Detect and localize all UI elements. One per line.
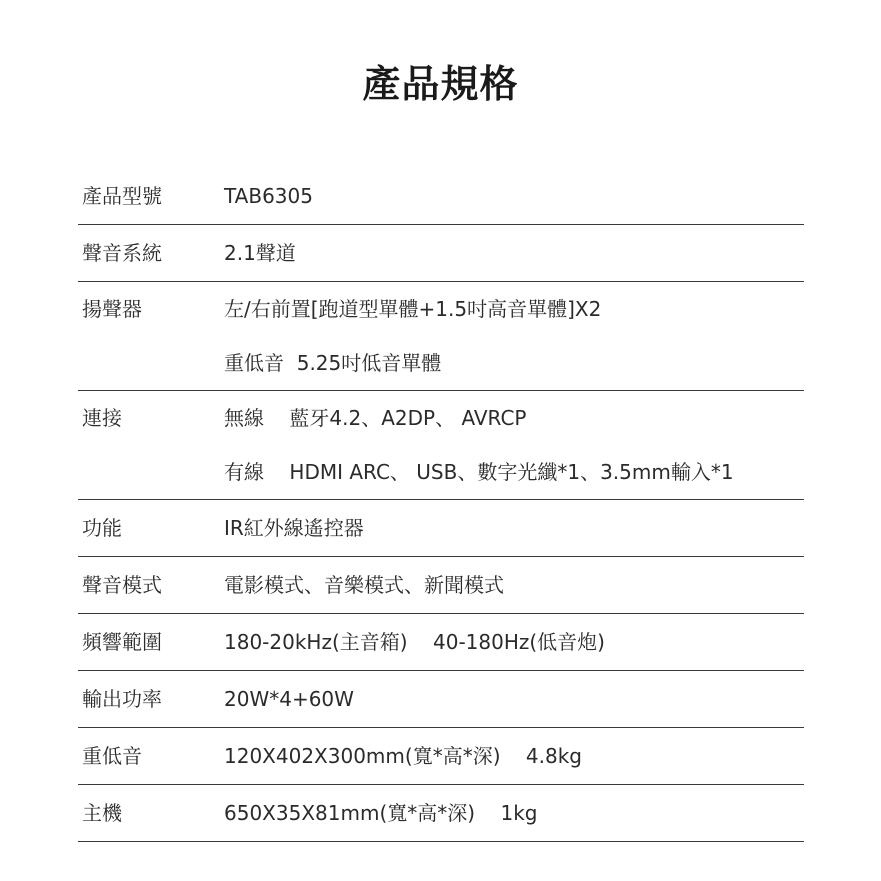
spec-value: 電影模式、音樂模式、新聞模式 xyxy=(224,573,504,597)
spec-label: 聲音模式 xyxy=(82,573,162,597)
spec-label: 功能 xyxy=(82,516,122,540)
spec-value: 有線 HDMI ARC、 USB、數字光纖*1、3.5mm輸入*1 xyxy=(224,460,734,484)
spec-row-sound-system xyxy=(78,225,804,282)
spec-row-main-unit xyxy=(78,785,804,842)
spec-row-model xyxy=(78,168,804,225)
spec-row-function xyxy=(78,500,804,557)
spec-value: 無線 藍牙4.2、A2DP、 AVRCP xyxy=(224,406,527,430)
spec-label: 聲音系統 xyxy=(82,241,162,265)
spec-values xyxy=(224,282,804,390)
spec-value: 左/右前置[跑道型單體+1.5吋高音單體]X2 xyxy=(224,297,602,321)
spec-label: 主機 xyxy=(82,801,122,825)
spec-label: 輸出功率 xyxy=(82,687,162,711)
spec-value: 重低音 5.25吋低音單體 xyxy=(224,351,442,375)
spec-values xyxy=(224,785,804,841)
spec-label: 產品型號 xyxy=(82,184,162,208)
spec-value: 650X35X81mm(寬*高*深) 1kg xyxy=(224,801,538,825)
spec-label: 重低音 xyxy=(82,744,142,768)
spec-value: 20W*4+60W xyxy=(224,687,354,711)
spec-value: 2.1聲道 xyxy=(224,241,296,265)
spec-row-output-power xyxy=(78,671,804,728)
spec-values xyxy=(224,728,804,784)
spec-row-connection xyxy=(78,391,804,500)
spec-values xyxy=(224,500,804,556)
spec-values xyxy=(224,391,804,499)
spec-values xyxy=(224,671,804,727)
spec-values xyxy=(224,225,804,281)
spec-row-speakers xyxy=(78,282,804,391)
spec-values xyxy=(224,614,804,670)
spec-values xyxy=(224,168,804,224)
spec-value: 120X402X300mm(寬*高*深) 4.8kg xyxy=(224,744,583,768)
spec-label: 揚聲器 xyxy=(82,297,142,321)
spec-value: 180-20kHz(主音箱) 40-180Hz(低音炮) xyxy=(224,630,605,654)
spec-label: 頻響範圍 xyxy=(82,630,162,654)
spec-value: TAB6305 xyxy=(224,184,313,208)
spec-table xyxy=(78,168,804,842)
spec-label: 連接 xyxy=(82,406,122,430)
spec-row-frequency xyxy=(78,614,804,671)
spec-value: IR紅外線遙控器 xyxy=(224,516,364,540)
spec-values xyxy=(224,557,804,613)
spec-row-subwoofer xyxy=(78,728,804,785)
page-title: 產品規格 xyxy=(362,62,519,106)
spec-row-sound-mode xyxy=(78,557,804,614)
